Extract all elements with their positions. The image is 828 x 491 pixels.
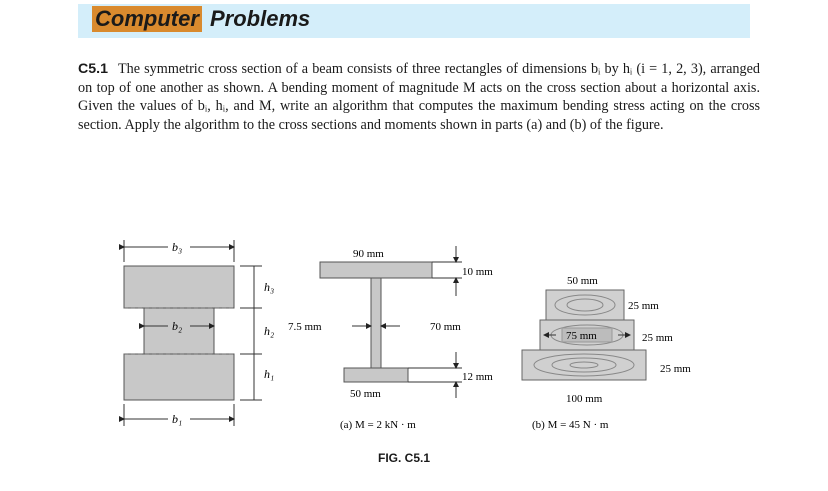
figure-caption: FIG. C5.1 <box>378 451 431 465</box>
problem-number: C5.1 <box>78 61 108 77</box>
a-top-thickness: 10 mm <box>462 266 493 278</box>
label-b2: b₂ <box>172 319 183 333</box>
b-bottom-width: 100 mm <box>566 393 603 405</box>
a-top-flange <box>320 262 432 278</box>
a-web-thickness: 7.5 mm <box>288 321 322 333</box>
rect-1 <box>124 354 234 400</box>
a-bottom-thickness: 12 mm <box>462 371 493 383</box>
a-bottom-flange <box>344 368 408 382</box>
rect-3 <box>124 266 234 308</box>
a-top-width: 90 mm <box>353 248 384 260</box>
label-b3: b₃ <box>172 240 183 254</box>
b-h2: 25 mm <box>642 332 673 344</box>
b-h1: 25 mm <box>660 363 691 375</box>
header-computer: Computer <box>92 6 202 32</box>
label-h1: h₁ <box>264 367 275 381</box>
label-h2: h₂ <box>264 324 275 338</box>
a-moment: (a) M = 2 kN · m <box>340 419 416 431</box>
a-web <box>371 278 381 368</box>
a-web-height: 70 mm <box>430 321 461 333</box>
b-top-width: 50 mm <box>567 275 598 287</box>
problem-text: The symmetric cross section of a beam consists of three rectangles of dimensions bᵢ by hᵢ (i = 1, 2, 3), arranged on top of one another as shown. A bending moment of magnitude M acts on the cross section about a horizontal axis. Given the values of bᵢ, hᵢ, and M, write an algorithm that computes the maximum bending stress acting on the cross section. Apply the algorithm to the cross sections and moments shown in parts (a) and (b) of the figure. <box>78 61 760 133</box>
label-h3: h₃ <box>264 280 275 294</box>
header-problems: Problems <box>210 6 311 31</box>
b-mid-width: 75 mm <box>566 330 597 342</box>
b-moment: (b) M = 45 N · m <box>532 419 609 431</box>
b-h3: 25 mm <box>628 300 659 312</box>
general-cross-section <box>124 240 274 426</box>
section-a <box>288 246 493 431</box>
label-b1: b₁ <box>172 412 183 426</box>
a-bottom-width: 50 mm <box>350 388 381 400</box>
section-b <box>522 275 691 431</box>
